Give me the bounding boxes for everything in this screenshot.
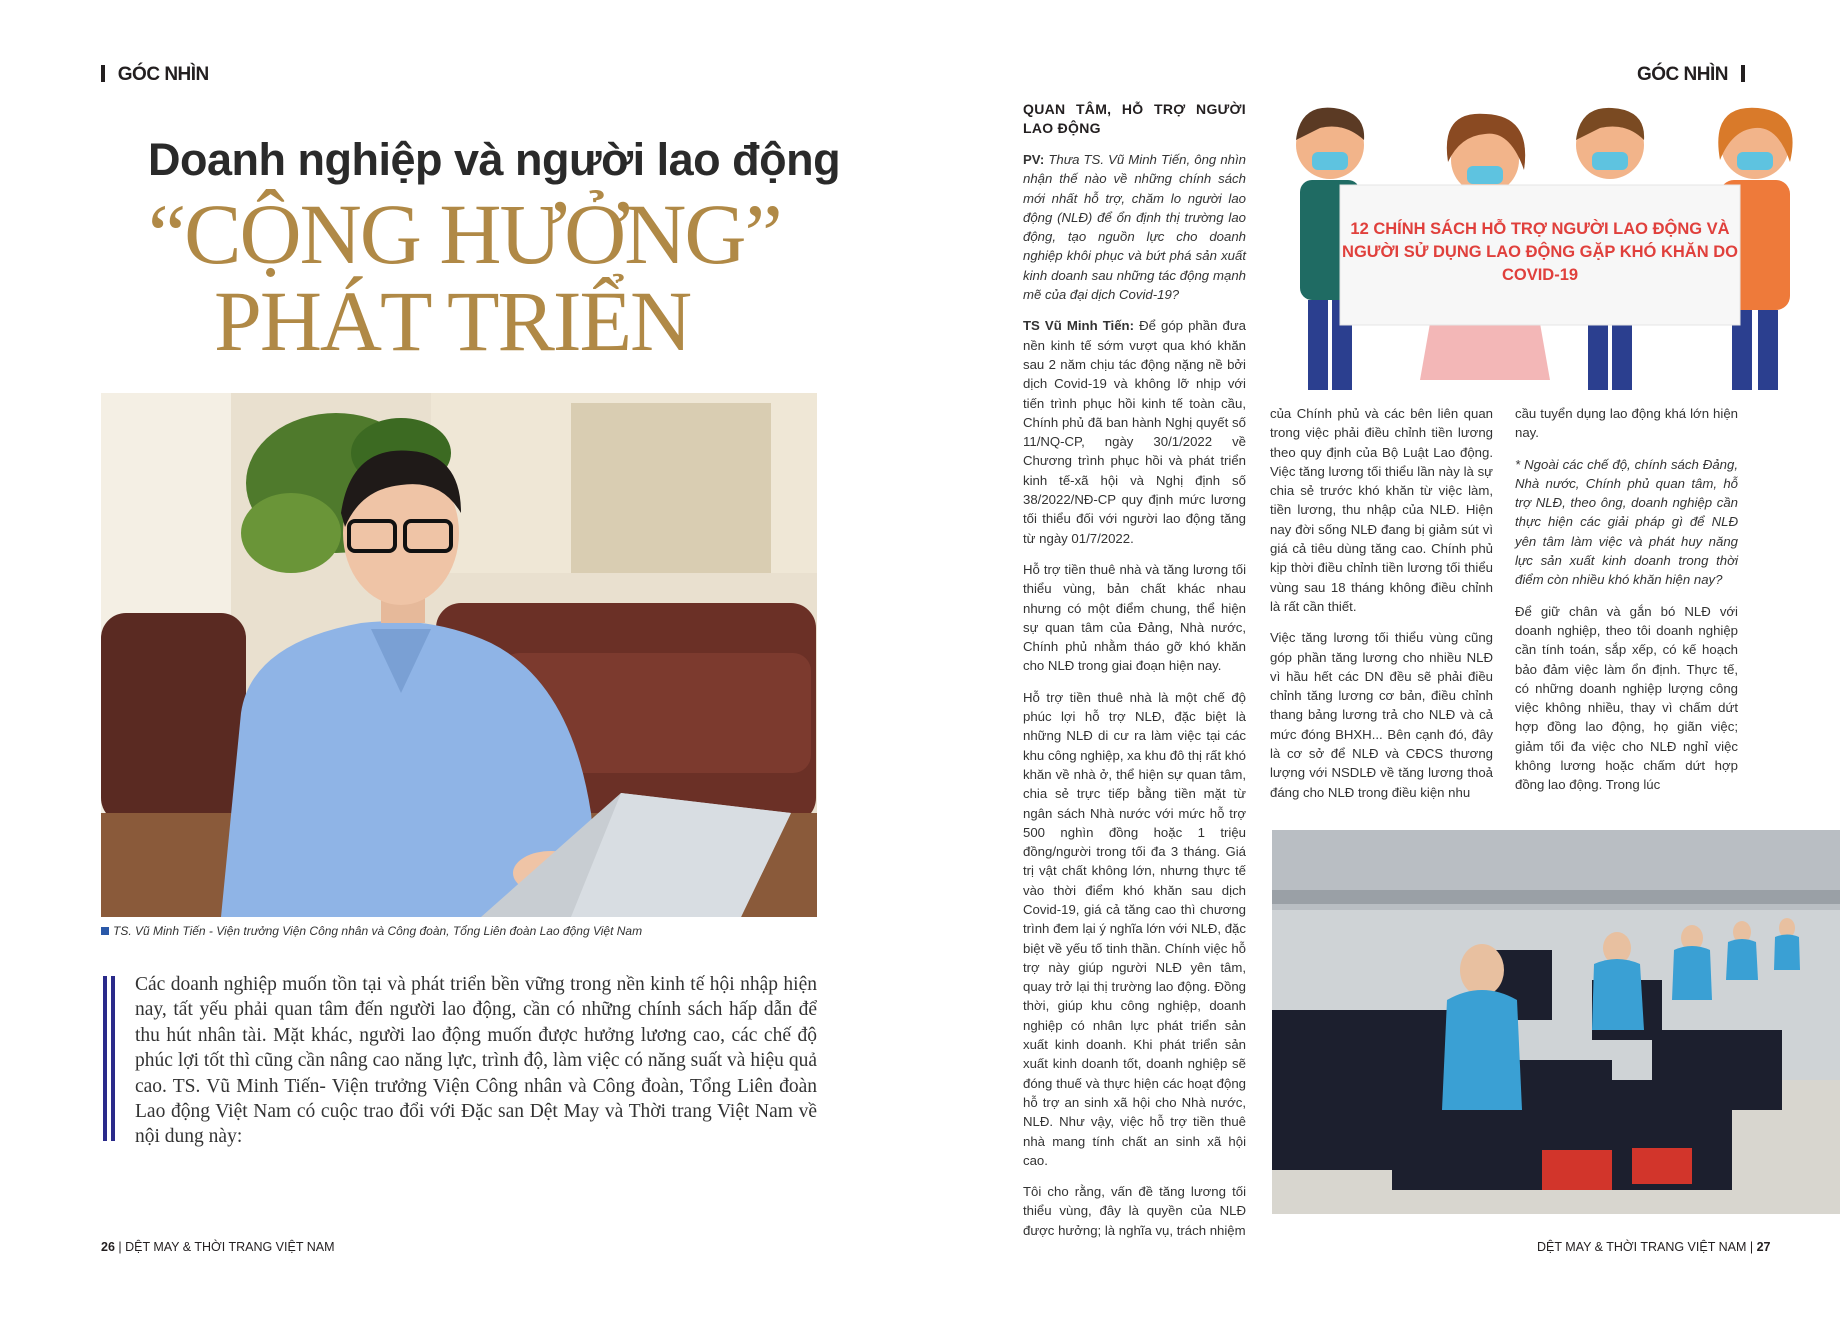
interview-question-2: * Ngoài các chế độ, chính sách Đảng, Nhà nước, Chính phủ quan tâm, hỗ trợ NLĐ, theo ông, doanh nghiệp cần thực hiện các giải pháp gì để NLĐ yên tâm làm việc và phát huy năng lực sản xuất kinh doanh trong thời điểm còn nhiều khó khăn hiện nay? xyxy=(1515,456,1738,588)
section-tag-right: GÓC NHÌN xyxy=(1637,64,1745,86)
factory-photo xyxy=(1272,830,1840,1214)
portrait-photo-illustration xyxy=(101,393,817,917)
section-tag-left: GÓC NHÌN xyxy=(101,64,209,86)
lead-paragraph: Các doanh nghiệp muốn tồn tại và phát triển bền vững trong nền kinh tế hội nhập hiện nay, tất yếu phải quan tâm đến người lao động, cần có những chính sách hấp dẫn để thu hút nhân tài. Mặt khác, người lao động muốn được hưởng lương cao, các chế độ phúc lợi tốt thì cũng cần nâng cao năng lực, trình độ, làm việc có năng suất và hiệu quả cao. TS. Vũ Minh Tiến- Viện trưởng Viện Công nhân và Công đoàn, Tổng Liên đoàn Lao động Việt Nam có cuộc trao đổi với Đặc san Dệt May và Thời trang Việt Nam về nội dung này: xyxy=(135,974,817,1148)
paragraph: Việc tăng lương tối thiểu vùng cũng góp phần tăng lương cho nhiều NLĐ vì hầu hết các DN đều sẽ phải điều chỉnh tăng lương cơ bản, điều chỉnh thang bảng lương trả cho NLĐ và cả mức đóng BHXH... Bên cạnh đó, đây là cơ sở để NLĐ và CĐCS thương lượng với NSDLĐ về tăng lương thoả đáng cho NLĐ trong điều kiện nhu xyxy=(1270,630,1493,800)
lead-rule-inner xyxy=(111,976,115,1141)
photo-caption: TS. Vũ Minh Tiến - Viện trưởng Viện Công nhân và Công đoàn, Tổng Liên đoàn Lao động Việt Nam xyxy=(101,924,642,938)
paragraph: Hỗ trợ tiền thuê nhà và tăng lương tối thiểu vùng, bản chất khác nhau nhưng có một điểm chung, thể hiện sự quan tâm của Đảng, Nhà nước, Chính phủ nhằm tháo gỡ khó khăn cho NLĐ trong giai đoạn hiện nay. xyxy=(1023,561,1246,674)
paragraph: Hỗ trợ tiền thuê nhà là một chế độ phúc lợi hỗ trợ NLĐ, đặc biệt là những NLĐ di cư ra làm việc tại các khu công nghiệp, xa khu đô thị rất khó khăn về nhà ở, thể hiện sự quan tâm, chia sẻ trực tiếp bằng tiền mặt từ ngân sách Nhà nước với mức hỗ trợ 500 nghìn đồng hoặc 1 triệu đồng/người trong tối đa 3 tháng. Giá trị vật chất không lớn, nhưng thực tế vào thời điểm khó khăn sau dịch Covid-19, giá cả tăng cao thì chương trình đem lại ý nghĩa lớn với NLĐ, đặc biệt về yếu tố tinh thần. Chính việc hỗ trợ này giúp người NLĐ yên tâm, quay trở lại thị trường lao động. Đồng thời, giúp khu công nghiệp, doanh nghiệp có nhân lực phát triển sản xuất kinh doanh. Khi phát triển sản xuất kinh doanh tốt, doanh nghiệp sẽ đóng thuế và thực hiện các hoạt động hỗ trợ an sinh xã hội cho Nhà nước, NLĐ. Như vậy, việc hỗ trợ tiền thuê nhà mang tính chất an sinh xã hội cao. xyxy=(1023,689,1246,1168)
paragraph: cầu tuyển dụng lao động khá lớn hiện nay. xyxy=(1515,406,1738,441)
interview-answer-1: TS Vũ Minh Tiến: Để góp phần đưa nền kinh tế sớm vượt qua khó khăn sau 2 năm chịu tác động nặng nề bởi dịch Covid-19 và không lỡ nhịp với tiến trình phục hồi kinh tế toàn cầu, Chính phủ đã ban hành Nghị quyết số 11/NQ-CP, ngày 30/1/2022 về Chương trình phục hồi và phát triển kinh tế-xã hội và Nghị định số 38/2022/NĐ-CP quy định mức lương tối thiểu đối với người lao động tăng từ ngày 01/7/2022. xyxy=(1023,318,1247,546)
section-bar xyxy=(101,65,105,82)
footer-left: 26 | DỆT MAY & THỜI TRANG VIỆT NAM xyxy=(101,1240,335,1254)
footer-right: DỆT MAY & THỜI TRANG VIỆT NAM | 27 xyxy=(1537,1240,1771,1254)
section-bar xyxy=(1741,65,1745,82)
article-column-3 xyxy=(1515,404,1738,807)
paragraph: của Chính phủ và các bên liên quan trong việc phải điều chỉnh tiền lương theo quy định của Bộ Luật Lao động. Việc tăng lương tối thiểu lần này là sự chia sẻ trước khó khăn từ việc làm, tiền lương, thu nhập của NLĐ. Hiện nay đời sống NLĐ đang bị giảm sút vì giá cả tiêu dùng tăng cao. Chính phủ kịp thời điều chỉnh tiền lương tối thiểu vùng sau 18 tháng không điều chỉnh là rất cần thiết. xyxy=(1270,406,1493,614)
headline-line2: “CỘNG HƯỞNG” xyxy=(148,186,781,282)
paragraph: Để giữ chân và gắn bó NLĐ với doanh nghiệp, theo tôi doanh nghiệp cần tính toán, sắp xếp, có kế hoạch bảo đảm việc làm ổn định. Thực tế, có những doanh nghiệp lượng công việc không nhiều, thay vì chấm dứt hợp đồng lao động, họ giãn việc; giảm tối đa việc cho NLĐ nghỉ việc không lương hoặc chấm dứt hợp đồng lao động. Trong lúc xyxy=(1515,603,1738,793)
article-column-1 xyxy=(1023,100,1246,1252)
article-column-2 xyxy=(1270,404,1493,814)
paragraph: Tôi cho rằng, vấn đề tăng lương tối thiểu vùng, đây là quyền của NLĐ được hưởng; là nghĩa vụ, trách nhiệm xyxy=(1023,1184,1246,1238)
headline-line3: PHÁT TRIỂN xyxy=(214,273,691,369)
headline-line1: Doanh nghiệp và người lao động xyxy=(148,134,841,185)
interview-question-1: PV: Thưa TS. Vũ Minh Tiến, ông nhìn nhận thế nào về những chính sách mới nhất hỗ trợ, chăm lo người lao động (NLĐ) để ổn định thị trường lao động, tạo nguồn lực cho doanh nghiệp khôi phục và bứt phá sản xuất kinh doanh sau những tác động mạnh mẽ của đại dịch Covid-19? xyxy=(1023,152,1246,303)
lead-rule-outer xyxy=(103,976,107,1141)
caption-marker xyxy=(101,927,109,935)
covid-support-illustration xyxy=(1270,100,1815,390)
garment-factory-illustration xyxy=(1272,830,1840,1214)
portrait-photo xyxy=(101,393,817,917)
banner-text: 12 CHÍNH SÁCH HỖ TRỢ NGƯỜI LAO ĐỘNG VÀ NGƯỜI SỬ DỤNG LAO ĐỘNG GẶP KHÓ KHĂN DO COVID-19 xyxy=(1342,220,1738,284)
subhead: QUAN TÂM, HỖ TRỢ NGƯỜI LAO ĐỘNG xyxy=(1023,101,1246,136)
